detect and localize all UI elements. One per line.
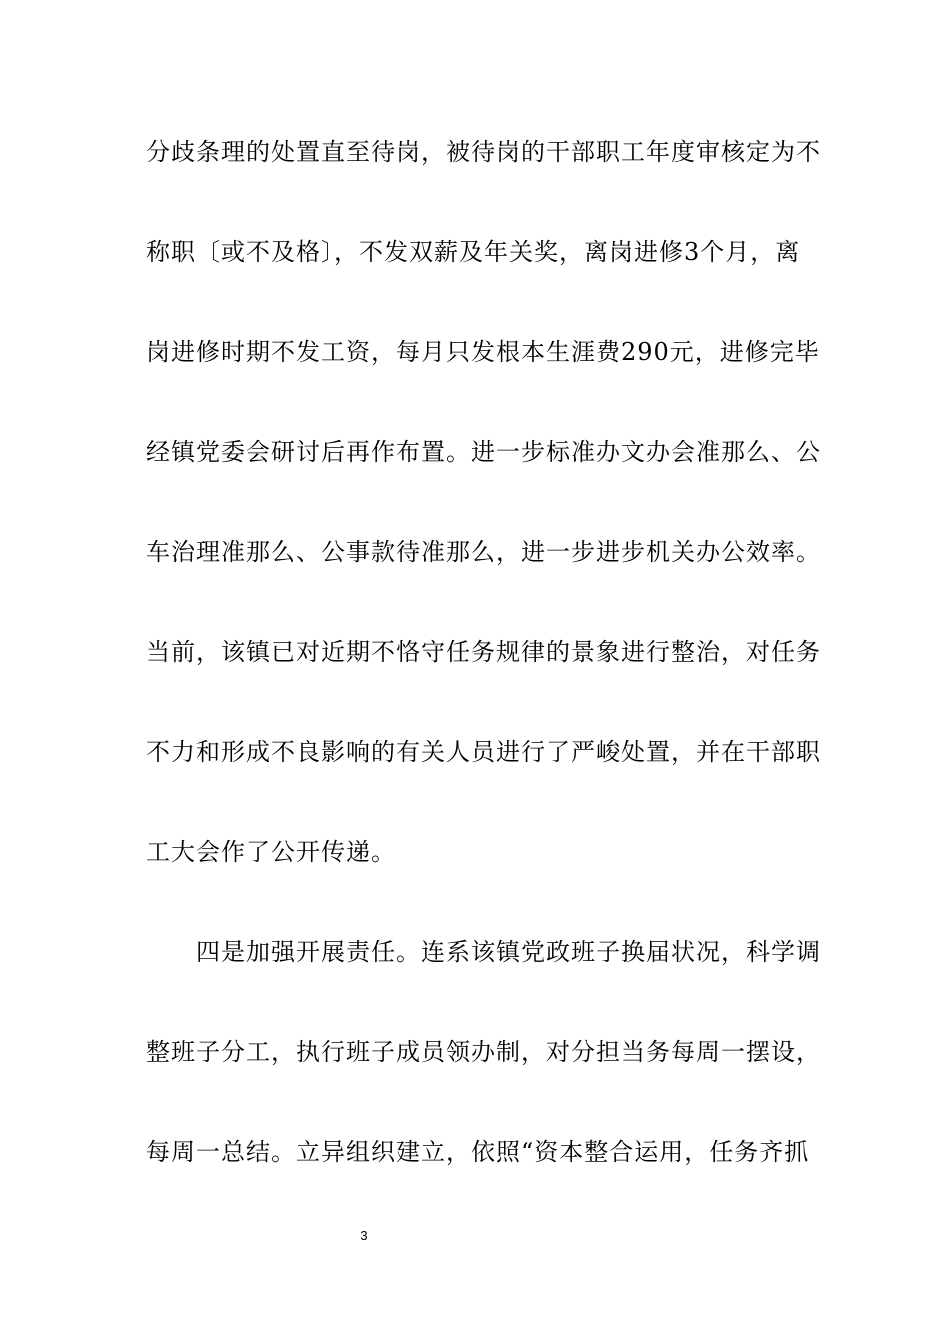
page-number: 3 — [360, 1228, 368, 1243]
body-text-line: 称职〔或不及格〕，不发双薪及年关奖，离岗进修3个月，离 — [146, 238, 801, 266]
body-text-line: 每周一总结。立异组织建立，依照“资本整合运用，任务齐抓 — [146, 1138, 810, 1166]
body-text-line: 不力和形成不良影响的有关人员进行了严峻处置，并在干部职 — [146, 738, 821, 766]
body-text-line: 经镇党委会研讨后再作布置。进一步标准办文办会准那么、公 — [146, 438, 821, 466]
body-text-line: 分歧条理的处置直至待岗，被待岗的干部职工年度审核定为不 — [146, 138, 821, 166]
body-text-line: 整班子分工，执行班子成员领办制，对分担当务每周一摆设， — [146, 1038, 821, 1066]
body-text-line: 当前，该镇已对近期不恪守任务规律的景象进行整治，对任务 — [146, 638, 821, 666]
body-text-line: 工大会作了公开传递。 — [146, 838, 396, 866]
body-text-line: 车治理准那么、公事款待准那么，进一步进步机关办公效率。 — [146, 538, 821, 566]
body-text-line: 岗进修时期不发工资，每月只发根本生涯费290元，进修完毕 — [146, 338, 820, 366]
paragraph-start-line: 四是加强开展责任。连系该镇党政班子换届状况，科学调 — [146, 938, 821, 966]
